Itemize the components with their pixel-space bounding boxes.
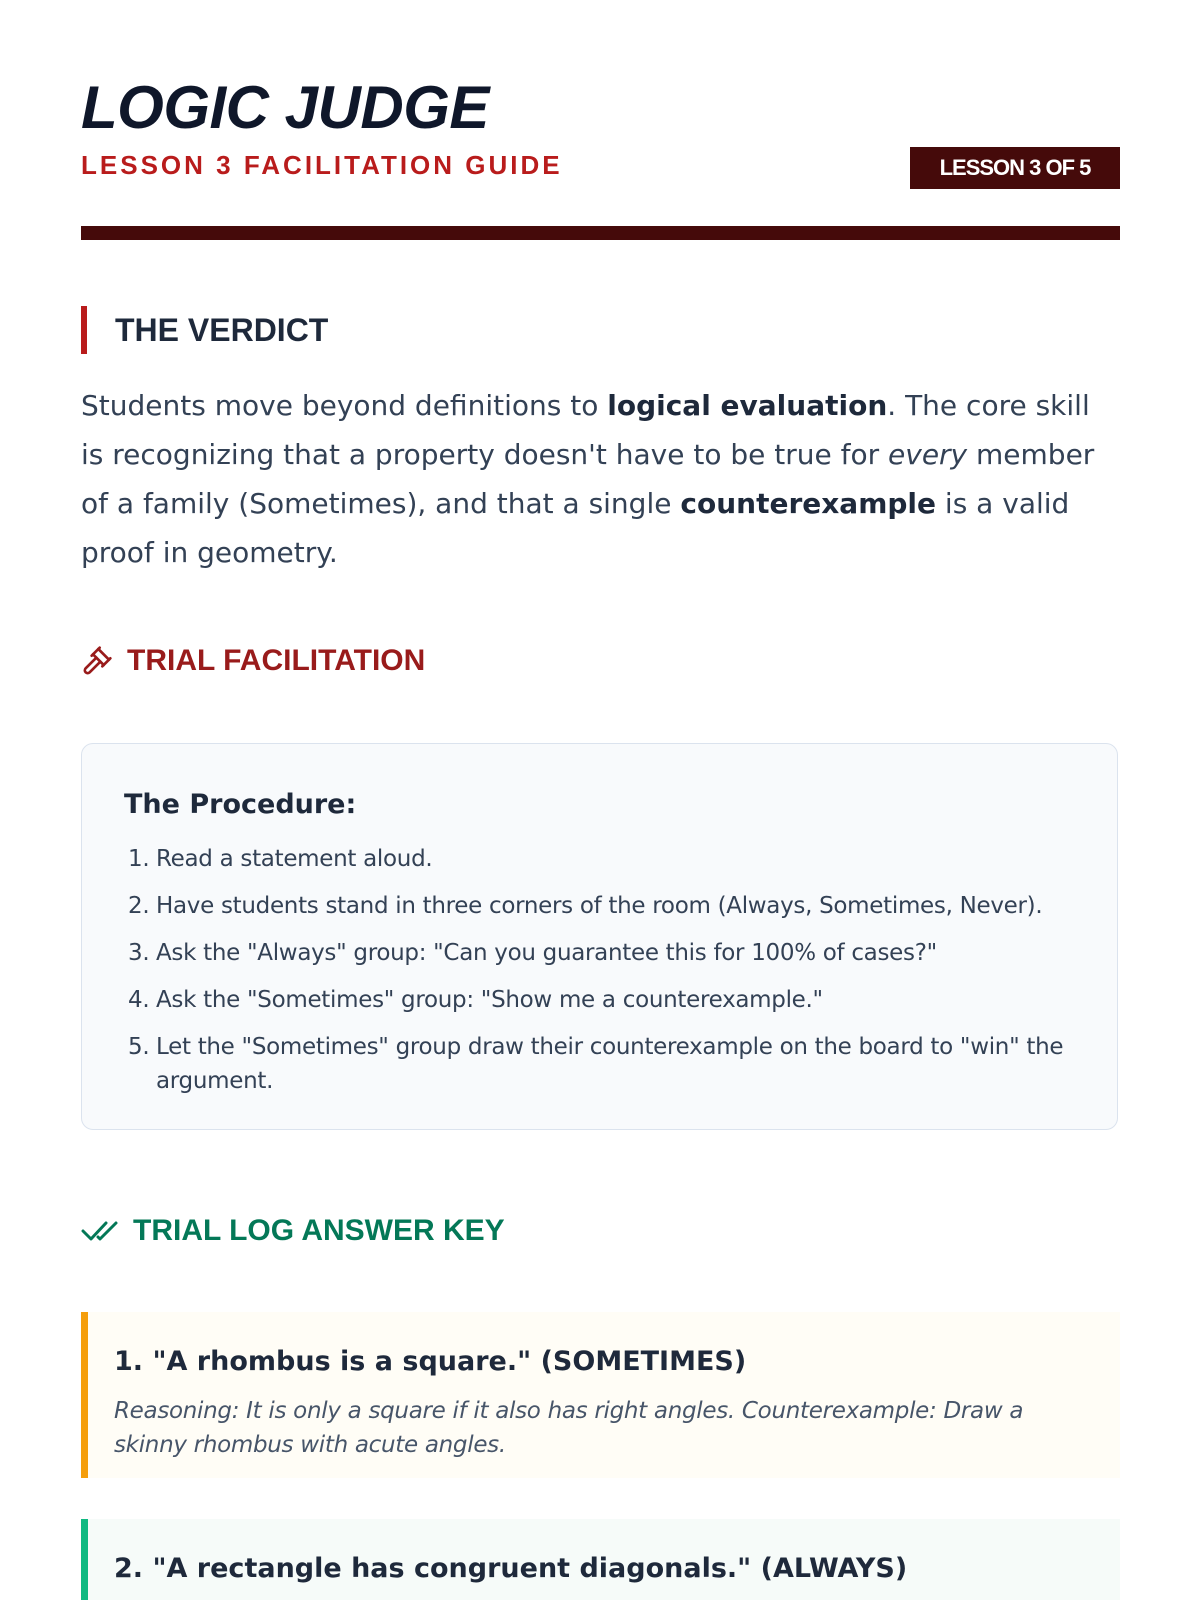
verdict-accent-bar xyxy=(81,306,87,354)
double-check-icon xyxy=(81,1218,119,1244)
procedure-step: 1. Read a statement aloud. xyxy=(128,846,433,872)
page-subtitle: LESSON 3 FACILITATION GUIDE xyxy=(81,150,563,180)
answer-card-title: 2. "A rectangle has congruent diagonals." (ALWAYS) xyxy=(114,1553,908,1584)
verdict-text-2: . The core skill is recognizing that a property doesn't have to be true for xyxy=(81,389,1090,471)
verdict-bold-logical-evaluation: logical evaluation xyxy=(607,389,888,422)
answer-card-accent-bar xyxy=(81,1312,88,1478)
verdict-italic-every: every xyxy=(888,438,968,471)
procedure-list xyxy=(124,842,1064,1111)
trial-facilitation-title: TRIAL FACILITATION xyxy=(127,644,426,677)
procedure-step: 3. Ask the "Always" group: "Can you guarantee this for 100% of cases?" xyxy=(128,940,937,966)
answer-key-title: TRIAL LOG ANSWER KEY xyxy=(133,1214,505,1247)
answer-key-heading xyxy=(81,1214,505,1248)
procedure-step: 2. Have students stand in three corners of the room (Always, Sometimes, Never). xyxy=(128,893,1043,919)
page-title: LOGIC JUDGE xyxy=(81,74,489,141)
verdict-text-3: member of a family (Sometimes), and that a single xyxy=(81,438,1095,520)
answer-card-accent-bar xyxy=(81,1519,88,1600)
procedure-title: The Procedure: xyxy=(124,789,357,820)
verdict-text-1: Students move beyond definitions to xyxy=(81,389,608,422)
header-divider xyxy=(81,226,1120,240)
answer-card xyxy=(81,1519,1120,1600)
verdict-heading xyxy=(81,306,328,354)
trial-facilitation-heading xyxy=(81,644,425,678)
verdict-text-4: is a valid proof in geometry. xyxy=(81,487,1070,569)
answer-card-reasoning: Reasoning: It is only a square if it also has right angles. Counterexample: Draw a skinny rhombus with acute angles. xyxy=(114,1398,1024,1458)
lesson-badge: LESSON 3 OF 5 xyxy=(910,147,1120,189)
procedure-step: 4. Ask the "Sometimes" group: "Show me a counterexample." xyxy=(128,987,823,1013)
procedure-step: 5. Let the "Sometimes" group draw their counterexample on the board to "win" the argument. xyxy=(128,1034,1064,1094)
verdict-title: THE VERDICT xyxy=(115,311,329,348)
gavel-icon xyxy=(81,645,113,677)
verdict-paragraph xyxy=(81,381,1120,577)
page xyxy=(81,0,1120,1600)
verdict-bold-counterexample: counterexample xyxy=(680,487,937,520)
answer-card xyxy=(81,1312,1120,1478)
answer-card-title: 1. "A rhombus is a square." (SOMETIMES) xyxy=(114,1346,747,1377)
procedure-box xyxy=(81,743,1118,1130)
